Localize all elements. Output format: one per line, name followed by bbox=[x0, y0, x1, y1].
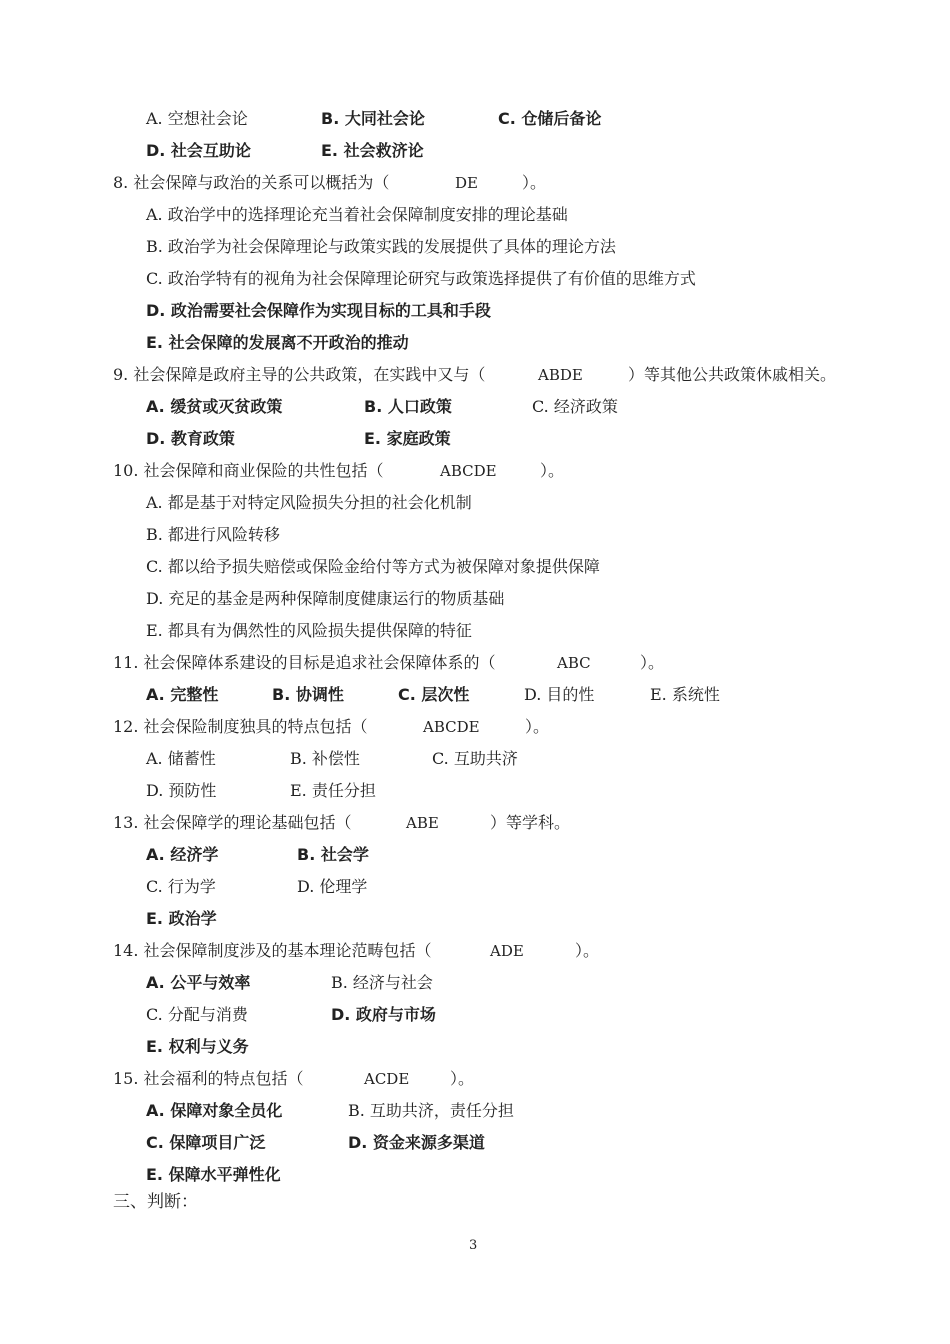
q13-option-c: C. 行为学 bbox=[146, 877, 216, 896]
q8-option-b: B. 政治学为社会保障理论与政策实践的发展提供了具体的理论方法 bbox=[146, 237, 616, 256]
q14-option-c: C. 分配与消费 bbox=[146, 1005, 248, 1024]
q13-close: ）等学科。 bbox=[490, 813, 571, 832]
q11-option-e: E. 系统性 bbox=[650, 685, 720, 704]
q15-answer: ACDE bbox=[364, 1070, 410, 1088]
q12-option-c: C. 互助共济 bbox=[432, 749, 518, 768]
q13-option-d: D. 伦理学 bbox=[297, 877, 368, 896]
q10-answer: ABCDE bbox=[440, 462, 497, 480]
q13-option-e: E. 政治学 bbox=[146, 909, 217, 928]
section-3-heading: 三、判断： bbox=[113, 1192, 198, 1212]
q7-option-e: E. 社会救济论 bbox=[321, 141, 424, 160]
q13-stem: 13. 社会保障学的理论基础包括（ bbox=[113, 813, 352, 832]
q8-option-e: E. 社会保障的发展离不开政治的推动 bbox=[146, 333, 409, 352]
q7-option-b: B. 大同社会论 bbox=[321, 109, 425, 128]
q7-option-c: C. 仓储后备论 bbox=[498, 109, 602, 128]
q13-answer: ABE bbox=[406, 814, 439, 832]
q9-stem: 9. 社会保障是政府主导的公共政策，在实践中又与（ bbox=[113, 365, 486, 384]
q11-option-c: C. 层次性 bbox=[398, 685, 470, 704]
q14-stem: 14. 社会保障制度涉及的基本理论范畴包括（ bbox=[113, 941, 432, 960]
q9-option-b: B. 人口政策 bbox=[364, 397, 452, 416]
q11-stem: 11. 社会保障体系建设的目标是追求社会保障体系的（ bbox=[113, 653, 496, 672]
q15-option-a: A. 保障对象全员化 bbox=[146, 1101, 283, 1120]
q14-option-b: B. 经济与社会 bbox=[331, 973, 433, 992]
q12-stem: 12. 社会保险制度独具的特点包括（ bbox=[113, 717, 368, 736]
q10-stem: 10. 社会保障和商业保险的共性包括（ bbox=[113, 461, 384, 480]
q13-option-a: A. 经济学 bbox=[146, 845, 219, 864]
q15-close: ）。 bbox=[450, 1069, 475, 1088]
q9-option-c: C. 经济政策 bbox=[532, 397, 618, 416]
page-number: 3 bbox=[469, 1238, 478, 1253]
q11-close: ）。 bbox=[640, 653, 665, 672]
q11-option-a: A. 完整性 bbox=[146, 685, 219, 704]
q14-close: ）。 bbox=[575, 941, 600, 960]
q15-option-e: E. 保障水平弹性化 bbox=[146, 1165, 281, 1184]
q12-option-d: D. 预防性 bbox=[146, 781, 217, 800]
q12-option-a: A. 储蓄性 bbox=[146, 749, 216, 768]
q14-option-e: E. 权利与义务 bbox=[146, 1037, 249, 1056]
q12-close: ）。 bbox=[525, 717, 550, 736]
q15-option-d: D. 资金来源多渠道 bbox=[348, 1133, 485, 1152]
q10-option-d: D. 充足的基金是两种保障制度健康运行的物质基础 bbox=[146, 589, 505, 608]
q15-option-b: B. 互助共济，责任分担 bbox=[348, 1101, 514, 1120]
q8-option-d: D. 政治需要社会保障作为实现目标的工具和手段 bbox=[146, 301, 491, 320]
q12-option-b: B. 补偿性 bbox=[290, 749, 360, 768]
q9-answer: ABDE bbox=[538, 366, 583, 384]
q10-option-b: B. 都进行风险转移 bbox=[146, 525, 280, 544]
q7-option-d: D. 社会互助论 bbox=[146, 141, 251, 160]
q11-option-d: D. 目的性 bbox=[524, 685, 595, 704]
q10-close: ）。 bbox=[540, 461, 565, 480]
q12-answer: ABCDE bbox=[423, 718, 480, 736]
q9-option-e: E. 家庭政策 bbox=[364, 429, 451, 448]
q8-option-a: A. 政治学中的选择理论充当着社会保障制度安排的理论基础 bbox=[146, 205, 568, 224]
q12-option-e: E. 责任分担 bbox=[290, 781, 376, 800]
q9-close: ）等其他公共政策休戚相关。 bbox=[628, 365, 837, 384]
q14-option-a: A. 公平与效率 bbox=[146, 973, 251, 992]
q8-option-c: C. 政治学特有的视角为社会保障理论研究与政策选择提供了有价值的思维方式 bbox=[146, 269, 696, 288]
q13-option-b: B. 社会学 bbox=[297, 845, 369, 864]
q14-answer: ADE bbox=[490, 942, 524, 960]
q9-option-a: A. 缓贫或灭贫政策 bbox=[146, 397, 283, 416]
q10-option-c: C. 都以给予损失赔偿或保险金给付等方式为被保障对象提供保障 bbox=[146, 557, 600, 576]
q10-option-e: E. 都具有为偶然性的风险损失提供保障的特征 bbox=[146, 621, 472, 640]
q11-option-b: B. 协调性 bbox=[272, 685, 344, 704]
q15-stem: 15. 社会福利的特点包括（ bbox=[113, 1069, 304, 1088]
q8-answer: DE bbox=[455, 174, 478, 192]
q11-answer: ABC bbox=[557, 654, 591, 672]
q10-option-a: A. 都是基于对特定风险损失分担的社会化机制 bbox=[146, 493, 472, 512]
q8-close: ）。 bbox=[522, 173, 547, 192]
q7-option-a: A. 空想社会论 bbox=[146, 109, 248, 128]
q15-option-c: C. 保障项目广泛 bbox=[146, 1133, 266, 1152]
q9-option-d: D. 教育政策 bbox=[146, 429, 235, 448]
q14-option-d: D. 政府与市场 bbox=[331, 1005, 436, 1024]
q8-stem: 8. 社会保障与政治的关系可以概括为（ bbox=[113, 173, 390, 192]
